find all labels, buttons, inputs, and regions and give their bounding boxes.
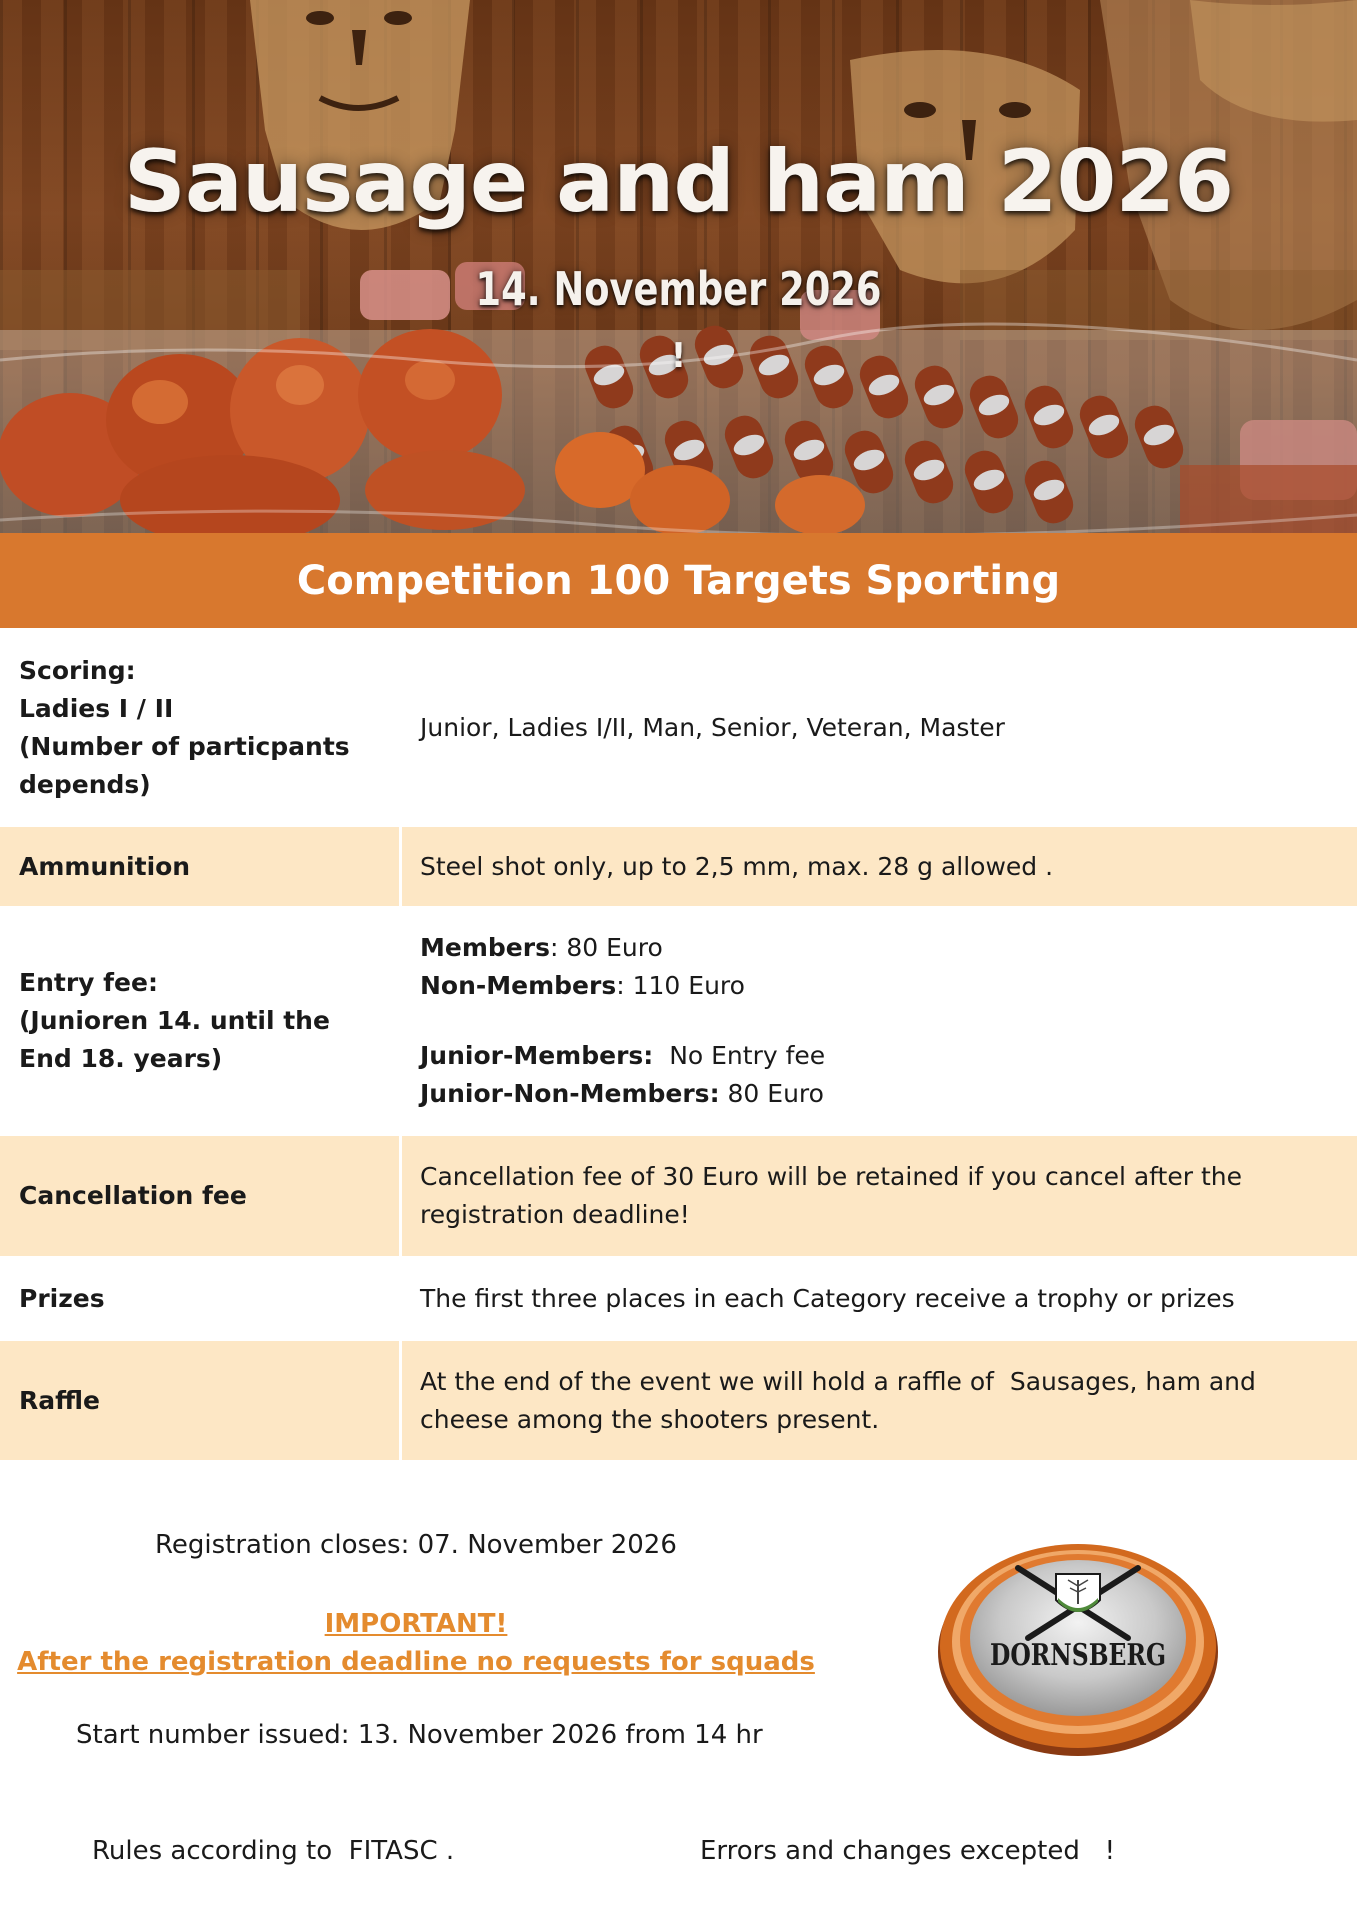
event-title: Sausage and ham 2026 — [123, 132, 1234, 232]
start-number-issued: Start number issued: 13. November 2026 from 14 hr — [76, 1720, 763, 1750]
info-table — [0, 628, 1357, 1460]
prizes-label: Prizes — [19, 1283, 105, 1313]
rules-note: Rules according to FITASC . — [92, 1836, 455, 1866]
errors-note: Errors and changes excepted ! — [700, 1836, 1116, 1866]
cancellation-value: Cancellation fee of 30 Euro will be retained if you cancel after the registration deadline! — [420, 1162, 1242, 1229]
fee-members: Members: 80 Euro — [420, 933, 663, 962]
cancellation-label: Cancellation fee — [0, 1136, 402, 1256]
competition-banner — [0, 533, 1357, 628]
scoring-value: Junior, Ladies I/II, Man, Senior, Veteran, Master — [420, 712, 1005, 742]
fee-junior-non-members: Junior-Non-Members: 80 Euro — [420, 1079, 824, 1108]
exclamation-mark: ! — [670, 336, 687, 376]
raffle-label: Raffle — [0, 1341, 402, 1460]
row-ammunition — [0, 827, 1357, 906]
important-text: After the registration deadline no requests for squads — [17, 1647, 815, 1677]
fee-non-members: Non-Members: 110 Euro — [420, 971, 745, 1000]
ammunition-label: Ammunition — [0, 827, 402, 906]
hero-image — [0, 0, 1357, 533]
prizes-value: The first three places in each Category receive a trophy or prizes — [420, 1283, 1235, 1313]
entry-fee-label: Entry fee: (Junioren 14. until the End 18. years) — [19, 968, 330, 1073]
important-title: IMPORTANT! — [324, 1609, 508, 1639]
row-scoring — [0, 628, 1357, 827]
fee-junior-members: Junior-Members: No Entry fee — [420, 1041, 826, 1070]
important-notice — [0, 1605, 832, 1681]
logo-text: DORNSBERG — [990, 1638, 1166, 1673]
row-prizes — [0, 1256, 1357, 1341]
scoring-label: Scoring: Ladies I / II (Number of particpants depends) — [19, 655, 350, 799]
raffle-value: At the end of the event we will hold a raffle of Sausages, ham and cheese among the shooters present. — [420, 1366, 1256, 1434]
competition-title: Competition 100 Targets Sporting — [296, 557, 1061, 604]
event-date: 14. November 2026 — [475, 262, 882, 316]
row-raffle — [0, 1341, 1357, 1460]
row-cancellation — [0, 1136, 1357, 1256]
entry-fee-value — [402, 906, 1357, 1136]
registration-closes: Registration closes: 07. November 2026 — [155, 1530, 677, 1560]
row-entry-fee — [0, 906, 1357, 1136]
dornsberg-logo — [936, 1522, 1220, 1762]
ammunition-value: Steel shot only, up to 2,5 mm, max. 28 g allowed . — [420, 851, 1054, 881]
